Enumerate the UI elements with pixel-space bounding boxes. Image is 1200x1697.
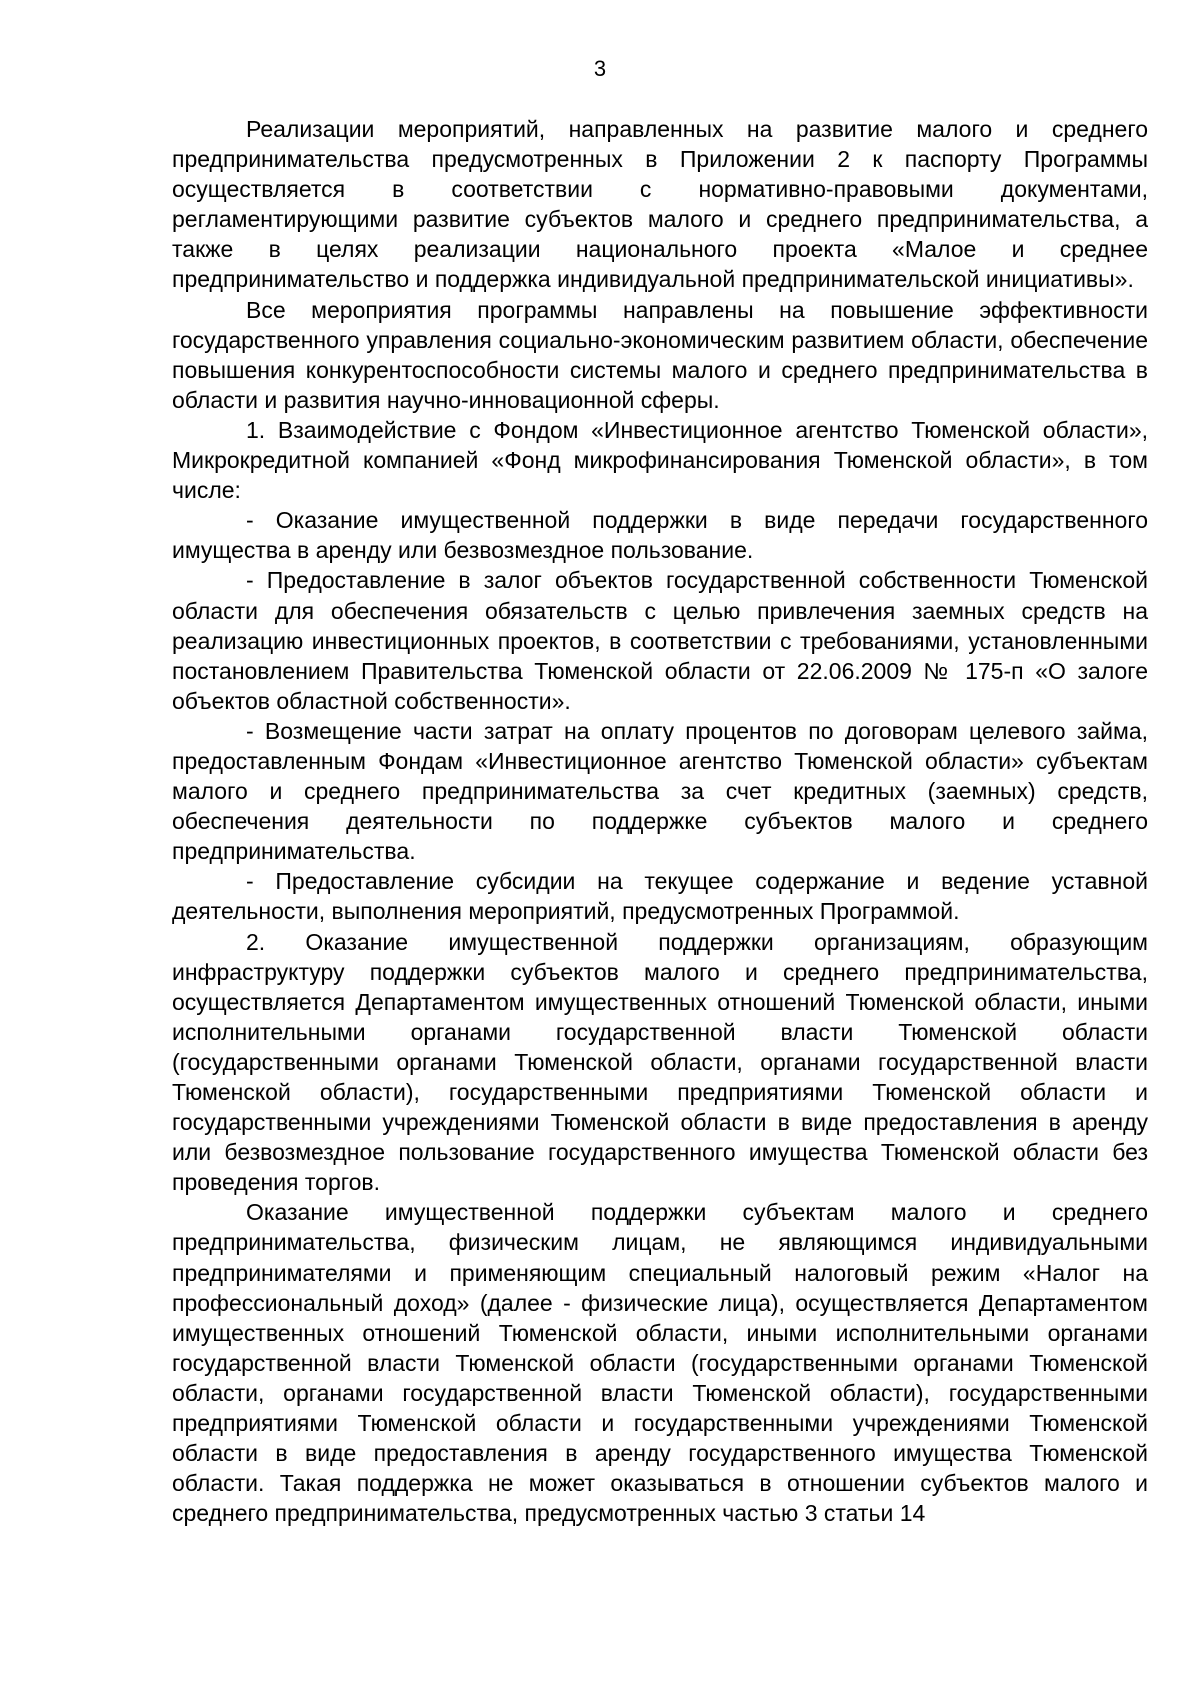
list-item-subsidy: - Предоставление субсидии на текущее содержание и ведение уставной деятельности, выполнения мероприятий, предусмотренных Программой.: [172, 868, 1148, 925]
list-item-interest-compensation: - Возмещение части затрат на оплату процентов по договорам целевого займа, предоставленным Фондам «Инвестиционное агентство Тюменской области» субъектам малого и среднего предпринимательства за счет кредитных (заемных) средств, обеспечения деятельности по поддержке субъектов малого и среднего предпринимательства.: [172, 717, 1148, 865]
document-body: [172, 114, 1148, 1528]
paragraph-item-1-interaction: 1. Взаимодействие с Фондом «Инвестиционное агентство Тюменской области», Микрокредитной компанией «Фонд микрофинансирования Тюменской области», в том числе:: [172, 416, 1148, 504]
page-number: 3: [593, 56, 607, 81]
paragraph-program-goals: Все мероприятия программы направлены на повышение эффективности государственного управления социально-экономическим развитием области, обеспечение повышения конкурентоспособности системы малого и среднего предпринимательства в области и развития научно-инновационной сферы.: [172, 296, 1148, 413]
paragraph-property-support-sme: Оказание имущественной поддержки субъектам малого и среднего предпринимательства, физическим лицам, не являющимся индивидуальными предпринимателями и применяющим специальный налоговый режим «Налог на профессиональный доход» (далее - физические лица), осуществляется Департаментом имущественных отношений Тюменской области, иными исполнительными органами государственной власти Тюменской области (государственными органами Тюменской области, органами государственной власти Тюменской области), государственными предприятиями Тюменской области и государственными учреждениями Тюменской области в виде предоставления в аренду государственного имущества Тюменской области. Такая поддержка не может оказываться в отношении субъектов малого и среднего предпринимательства, предусмотренных частью 3 статьи 14: [172, 1199, 1148, 1527]
paragraph-item-2-infrastructure-support: 2. Оказание имущественной поддержки организациям, образующим инфраструктуру поддержки субъектов малого и среднего предпринимательства, осуществляется Департаментом имущественных отношений Тюменской области, иными исполнительными органами государственной власти Тюменской области (государственными органами Тюменской области, органами государственной власти Тюменской области), государственными предприятиями Тюменской области и государственными учреждениями Тюменской области в виде предоставления в аренду или безвозмездное пользование государственного имущества Тюменской области без проведения торгов.: [172, 928, 1148, 1196]
paragraph-program-implementation: Реализации мероприятий, направленных на развитие малого и среднего предпринимательства предусмотренных в Приложении 2 к паспорту Программы осуществляется в соответствии с нормативно-правовыми документами, регламентирующими развитие субъектов малого и среднего предпринимательства, а также в целях реализации национального проекта «Малое и среднее предпринимательство и поддержка индивидуальной предпринимательской инициативы».: [172, 116, 1148, 293]
list-item-property-support: - Оказание имущественной поддержки в виде передачи государственного имущества в аренду или безвозмездное пользование.: [172, 507, 1148, 564]
list-item-pledge: - Предоставление в залог объектов государственной собственности Тюменской области для обеспечения обязательств с целью привлечения заемных средств на реализацию инвестиционных проектов, в соответствии с требованиями, установленными постановлением Правительства Тюменской области от 22.06.2009 № 175-п «О залоге объектов областной собственности».: [172, 567, 1148, 714]
